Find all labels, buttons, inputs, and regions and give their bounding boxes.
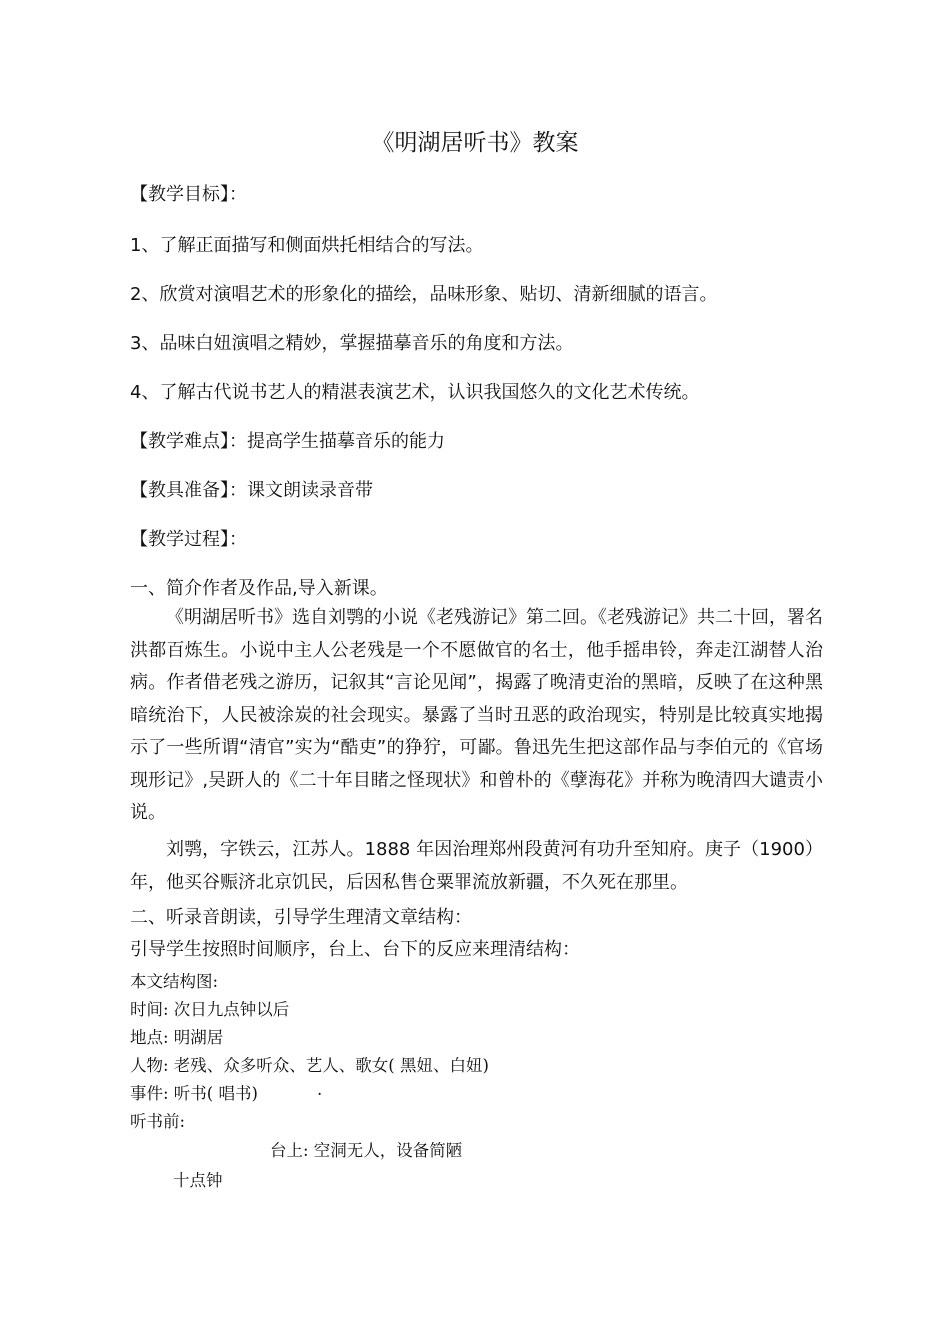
page-title: 《明湖居听书》教案 (371, 130, 579, 156)
structure-place: 地点: 明湖居 (130, 1028, 224, 1047)
difficulty-line: 【教学难点】：提高学生描摹音乐的能力 (130, 431, 445, 452)
objective-item-2: 2、欣赏对演唱艺术的形象化的描绘，品味形象、贴切、清新细腻的语言。 (130, 284, 718, 305)
structure-event-mark: . (317, 1080, 323, 1099)
structure-people: 人物: 老残、众多听众、艺人、歌女( 黑妞、白妞) (130, 1056, 489, 1075)
objective-item-3: 3、品味白妞演唱之精妙，掌握描摹音乐的角度和方法。 (130, 333, 574, 354)
structure-stage: 台上: 空洞无人，设备简陋 (270, 1141, 463, 1160)
objective-item-4: 4、了解古代说书艺人的精湛表演艺术，认识我国悠久的文化艺术传统。 (130, 382, 700, 403)
materials-line: 【教具准备】：课文朗读录音带 (130, 480, 373, 501)
structure-before: 听书前: (130, 1112, 186, 1131)
structure-event: 事件: 听书( 唱书) (130, 1084, 258, 1103)
section2-guide: 引导学生按照时间顺序，台上、台下的反应来理清结构： (130, 939, 580, 960)
objectives-heading: 【教学目标】： (130, 184, 247, 205)
process-heading: 【教学过程】： (130, 529, 247, 550)
objective-item-1: 1、了解正面描写和侧面烘托相结合的写法。 (130, 235, 484, 256)
structure-ten-oclock: 十点钟 (173, 1171, 223, 1190)
author-paragraph: 刘鹗，字铁云，江苏人。1888 年因治理郑州段黄河有功升至知府。庚子（1900）年，他买谷赈济北京饥民，后因私售仓粟罪流放新疆，不久死在那里。 (130, 839, 823, 893)
structure-heading: 本文结构图: (130, 972, 219, 991)
structure-time: 时间: 次日九点钟以后 (130, 1000, 290, 1019)
intro-paragraph: 《明湖居听书》选自刘鹗的小说《老残游记》第二回。《老残游记》共二十回，署名洪都百炼生。小说中主人公老残是一个不愿做官的名士，他手摇串铃，奔走江湖替人治病。作者借老残之游历，记叙其“言论见闻”，揭露了晚清吏治的黑暗，反映了在这种黑暗统治下，人民被涂炭的社会现实。暴露了当时丑恶的政治现实，特别是比较真实地揭示了一些所谓“清官”实为“酷吏”的狰狞，可鄙。鲁迅先生把这部作品与李伯元的《官场现形记》,吴趼人的《二十年目睹之怪现状》和曾朴的《孽海花》并称为晚清四大谴责小说。 (130, 607, 823, 823)
section1-heading: 一、简介作者及作品,导入新课。 (130, 578, 388, 599)
section2-heading: 二、听录音朗读，引导学生理清文章结构： (130, 907, 472, 928)
